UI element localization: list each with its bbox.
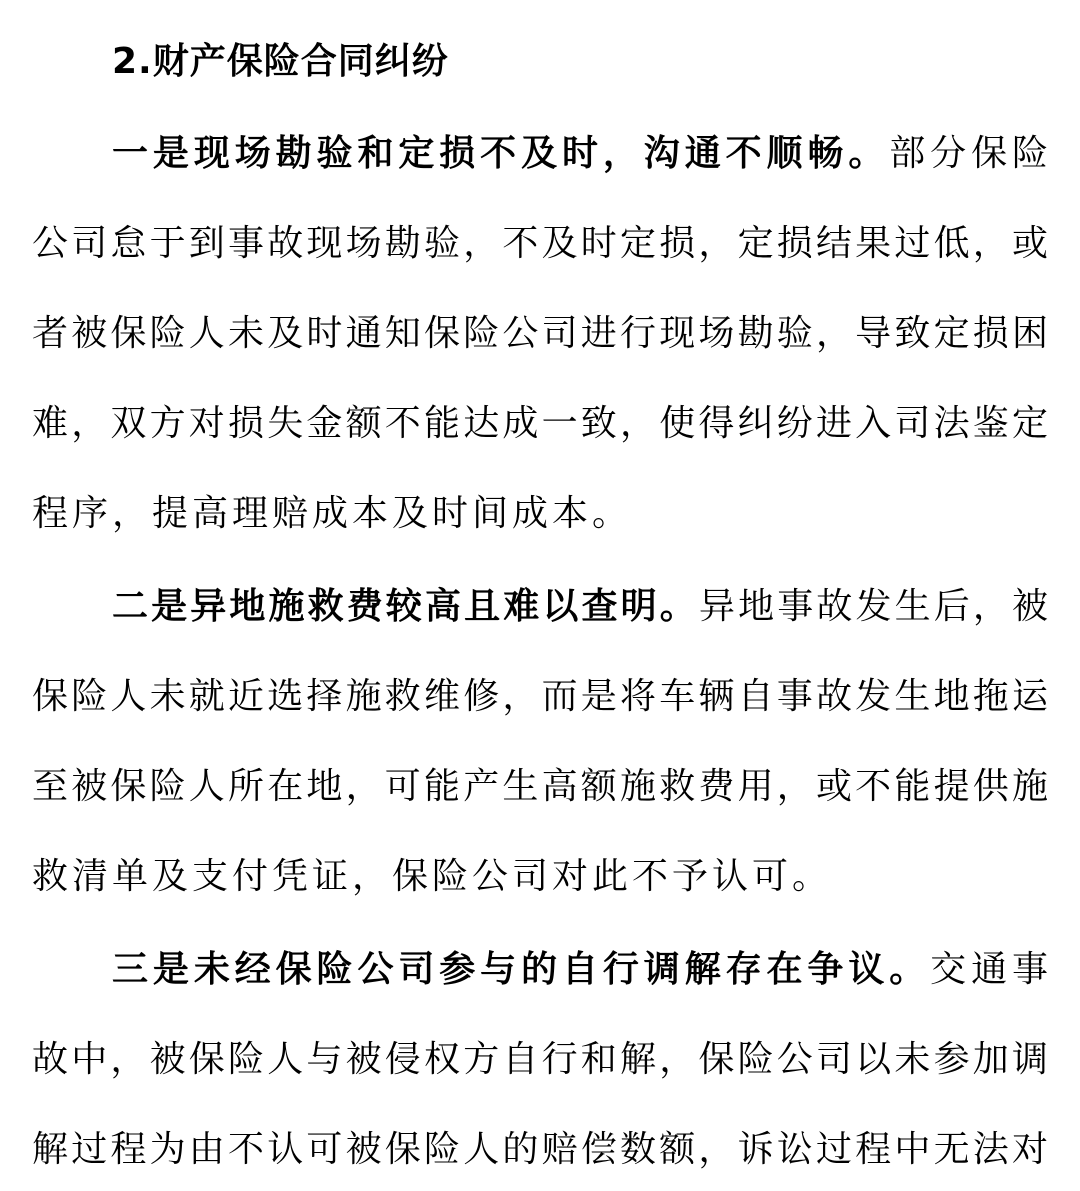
- paragraph-2-line: 救清单及支付凭证，保险公司对此不予认可。: [32, 856, 833, 897]
- paragraph-1-first-rest: 部分保险: [889, 133, 1048, 174]
- section-heading: 2.财产保险合同纠纷: [112, 41, 449, 82]
- paragraph-1-line: 程序，提高理赔成本及时间成本。: [32, 493, 633, 534]
- paragraph-3-first-rest: 交通事: [930, 949, 1048, 990]
- paragraph-2-first-rest: 异地事故发生后，被: [698, 586, 1048, 627]
- paragraph-3-line: 故中，被保险人与被侵权方自行和解，保险公司以未参加调: [32, 1039, 1048, 1080]
- paragraph-1-line: 难，双方对损失金额不能达成一致，使得纠纷进入司法鉴定: [32, 403, 1048, 444]
- paragraph-1-lead: 一是现场勘验和定损不及时，沟通不顺畅。: [112, 133, 890, 174]
- paragraph-1-first-line: [112, 132, 1048, 176]
- paragraph-2-line: 至被保险人所在地，可能产生高额施救费用，或不能提供施: [32, 766, 1048, 807]
- paragraph-3-first-line: [112, 948, 1048, 992]
- paragraph-3-lead: 三是未经保险公司参与的自行调解存在争议。: [112, 949, 931, 990]
- paragraph-2-line: 保险人未就近选择施救维修，而是将车辆自事故发生地拖运: [32, 676, 1048, 717]
- paragraph-2-first-line: [112, 585, 1048, 629]
- paragraph-1-line: 者被保险人未及时通知保险公司进行现场勘验，导致定损困: [32, 313, 1048, 354]
- paragraph-2-lead: 二是异地施救费较高且难以查明。: [112, 586, 699, 627]
- paragraph-1-line: 公司怠于到事故现场勘验，不及时定损，定损结果过低，或: [32, 223, 1048, 264]
- paragraph-3-line: 解过程为由不认可被保险人的赔偿数额，诉讼过程中无法对: [32, 1129, 1048, 1170]
